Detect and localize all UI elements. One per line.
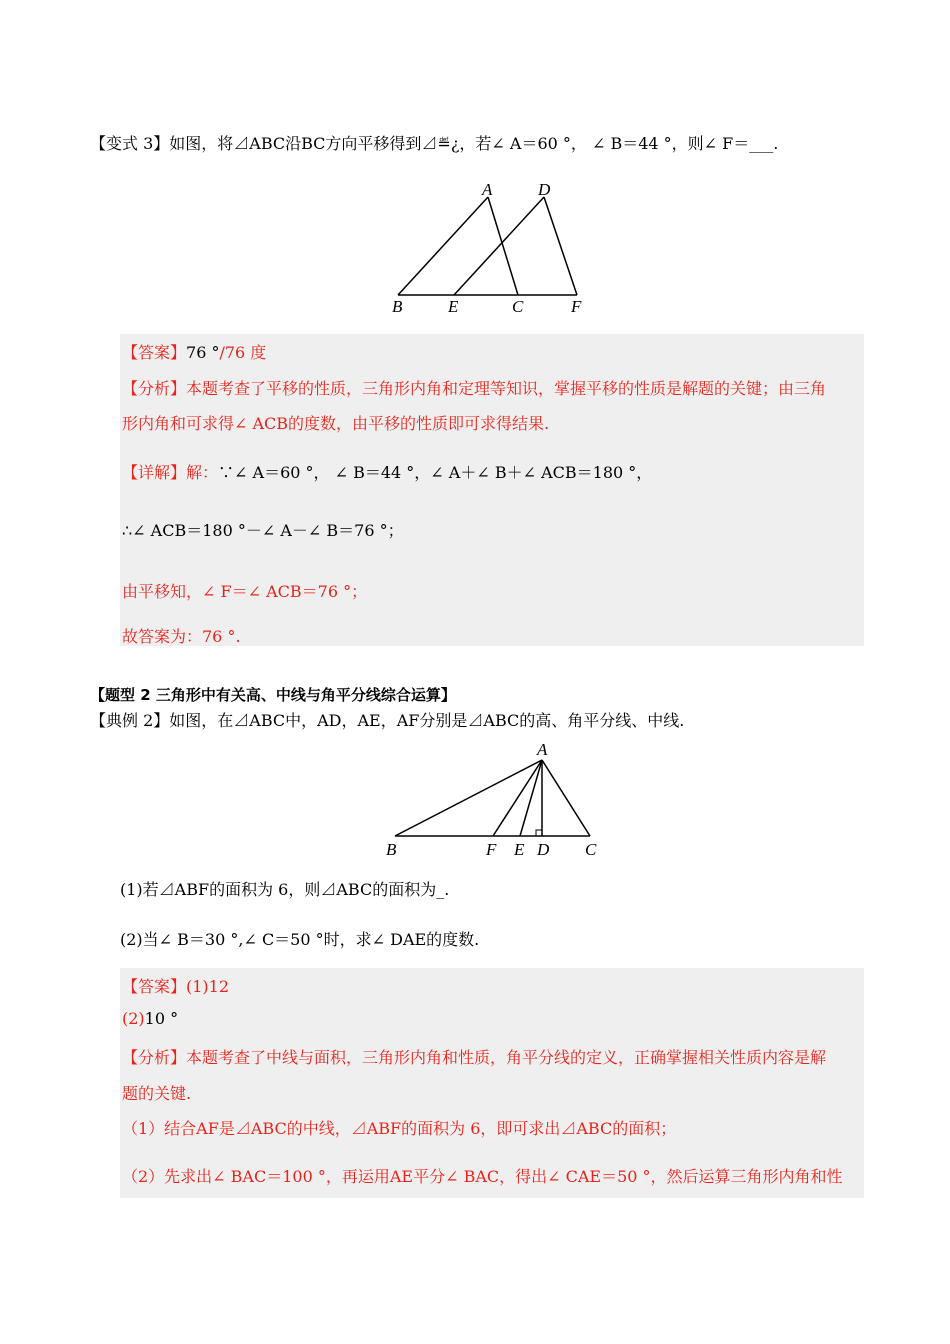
answer1-detail-line1: ∵∠ A＝60 °， ∠ B＝44 °，∠ A＋∠ B＋∠ ACB＝180 °，	[218, 463, 653, 482]
answer1-detail-line3: 由平移知，∠ F＝∠ ACB＝76 °；	[122, 582, 368, 601]
question2-2: (2)当∠ B＝30 °,∠ C＝50 °时，求∠ DAE的度数.	[120, 930, 480, 949]
answer-box-1	[120, 334, 864, 646]
answer2-answer-line1: 【答案】(1)12	[122, 977, 230, 996]
answer2-answer-line2	[122, 1009, 178, 1028]
section2-example: 【典例 2】如图，在⊿ABC中，AD，AE，AF分别是⊿ABC的高、角平分线、中线.	[90, 711, 685, 730]
answer1-answer-value: 76 °	[186, 343, 220, 362]
answer1-detail-line4: 故答案为：76 °.	[122, 627, 241, 646]
answer1-detail-line2: ∴∠ ACB＝180 °－∠ A－∠ B＝76 °；	[122, 521, 404, 540]
answer1-answer-alt: /76 度	[219, 343, 267, 362]
answer2-step1: （1）结合AF是⊿ABC的中线，⊿ABF的面积为 6，即可求出⊿ABC的面积；	[122, 1119, 677, 1138]
question2-1: (1)若⊿ABF的面积为 6，则⊿ABC的面积为_.	[120, 880, 450, 899]
fig2-label-f: F	[486, 840, 497, 859]
answer2-answer-prefix: (2)	[122, 1009, 145, 1028]
fig1-label-a: A	[482, 180, 493, 199]
answer1-detail-row	[122, 460, 652, 483]
fig1-label-d: D	[538, 180, 551, 199]
answer1-analysis-line1: 【分析】本题考查了平移的性质，三角形内角和定理等知识，掌握平移的性质是解题的关键；由三角	[122, 379, 827, 398]
fig2-label-c: C	[585, 840, 597, 859]
fig2-label-d: D	[537, 840, 550, 859]
fig1-label-c: C	[512, 297, 524, 316]
answer-box-2	[120, 968, 864, 1198]
answer1-answer-row	[122, 340, 266, 363]
answer2-analysis-line2: 题的关键.	[122, 1084, 192, 1103]
fig2-label-e: E	[514, 840, 525, 859]
fig2-label-a: A	[537, 740, 548, 759]
answer1-detail-tag: 【详解】解：	[122, 463, 219, 482]
fig1-label-b: B	[392, 297, 403, 316]
variant3-question: 【变式 3】如图，将⊿ABC沿BC方向平移得到⊿≝¿，若∠ A＝60 °， ∠ B＝44 °，则∠ F＝___.	[90, 134, 779, 153]
answer2-analysis-line1: 【分析】本题考查了中线与面积，三角形内角和性质，角平分线的定义，正确掌握相关性质内容是解	[122, 1048, 827, 1067]
fig1-label-e: E	[448, 297, 459, 316]
figure-translation-triangles	[380, 176, 600, 318]
answer1-answer-tag: 【答案】	[122, 343, 187, 362]
fig1-label-f: F	[571, 297, 582, 316]
answer2-step2: （2）先求出∠ BAC＝100 °，再运用AE平分∠ BAC，得出∠ CAE＝50 °，然后运算三角形内角和性	[122, 1167, 843, 1186]
figure-triangle-lines	[380, 738, 610, 862]
answer2-answer-value: 10 °	[144, 1009, 179, 1028]
fig2-label-b: B	[386, 840, 397, 859]
answer1-analysis-line2: 形内角和可求得∠ ACB的度数，由平移的性质即可求得结果.	[122, 414, 550, 433]
section2-heading: 【题型 2 三角形中有关高、中线与角平分线综合运算】	[90, 686, 456, 704]
